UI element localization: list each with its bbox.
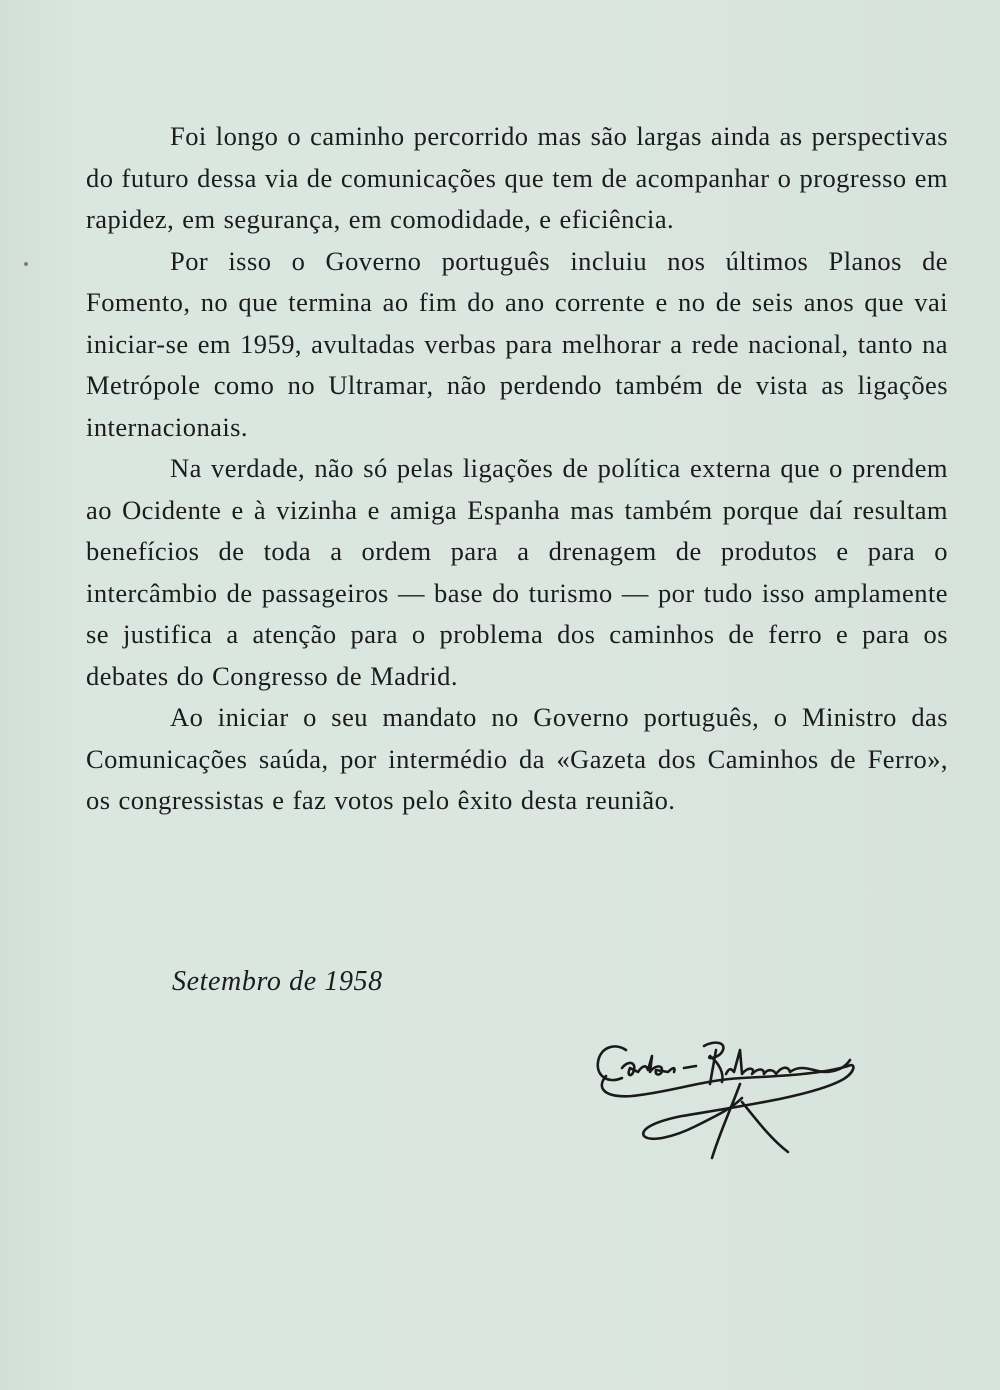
paragraph-2: Por isso o Governo português incluiu nos últimos Planos de Fomento, no que termina ao fim do ano corrente e no de seis anos que vai iniciar-se em 1959, avultadas verbas para melhorar a rede nacional, tanto na Metrópole como no Ultramar, não perdendo também de vista as ligações internacionais.	[86, 245, 948, 442]
paper-speck	[24, 262, 28, 266]
paragraph-1: Foi longo o caminho percorrido mas são largas ainda as perspectivas do futuro dessa via de comunicações que tem de acompanhar o progresso em rapidez, em segurança, em comodidade, e eficiência.	[86, 121, 948, 234]
paragraph-4: Ao iniciar o seu mandato no Governo português, o Ministro das Comunicações saúda, por intermédio da «Gazeta dos Caminhos de Ferro», os congressistas e faz votos pelo êxito desta reunião.	[86, 702, 948, 815]
letter-body	[86, 116, 948, 822]
handwritten-signature	[592, 1026, 864, 1166]
letter-date: Setembro de 1958	[172, 966, 383, 997]
paragraph-3: Na verdade, não só pelas ligações de política externa que o prendem ao Ocidente e à vizinha e amiga Espanha mas também porque daí resultam benefícios de toda a ordem para a drenagem de produtos e para o intercâmbio de passageiros — base do turismo — por tudo isso amplamente se justifica a atenção para o problema dos caminhos de ferro e para os debates do Congresso de Madrid.	[86, 453, 948, 691]
